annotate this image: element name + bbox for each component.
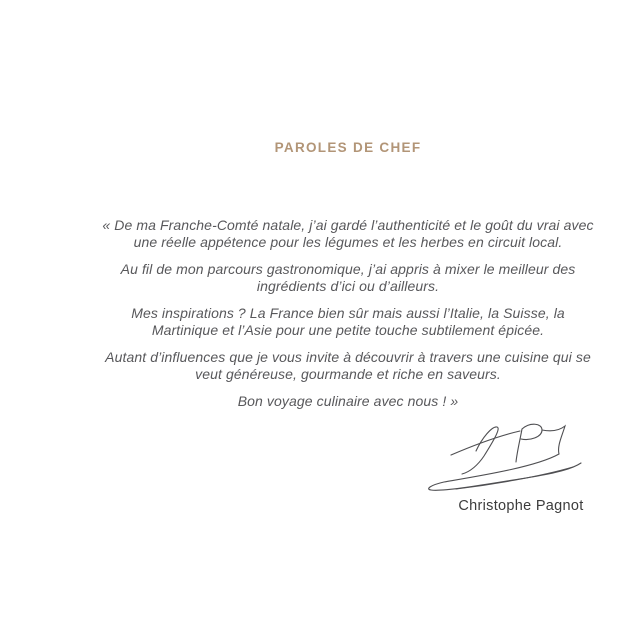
quote-paragraph: Bon voyage culinaire avec nous ! »: [237, 393, 459, 409]
quote-paragraph: Autant d’influences que je vous invite à découvrir à travers une cuisine qui se veut généreuse, gourmande et riche en saveurs.: [105, 349, 591, 382]
chef-name: Christophe Pagnot: [458, 498, 584, 514]
quote-content: [98, 141, 598, 421]
quote-paragraph: « De ma Franche-Comté natale, j’ai gardé l’authenticité et le goût du vrai avec une réelle appétence pour les légumes et les herbes en circuit local.: [102, 217, 594, 250]
quote-paragraph: Mes inspirations ? La France bien sûr mais aussi l’Italie, la Suisse, la Martinique et l’Asie pour une petite touche subtilement épicée.: [131, 305, 565, 338]
quote-paragraph: Au fil de mon parcours gastronomique, j’ai appris à mixer le meilleur des ingrédients d’ici ou d’ailleurs.: [120, 261, 576, 294]
handwritten-signature-icon: [424, 420, 588, 492]
section-heading: PAROLES DE CHEF: [274, 140, 422, 155]
chef-quote: [98, 217, 598, 410]
